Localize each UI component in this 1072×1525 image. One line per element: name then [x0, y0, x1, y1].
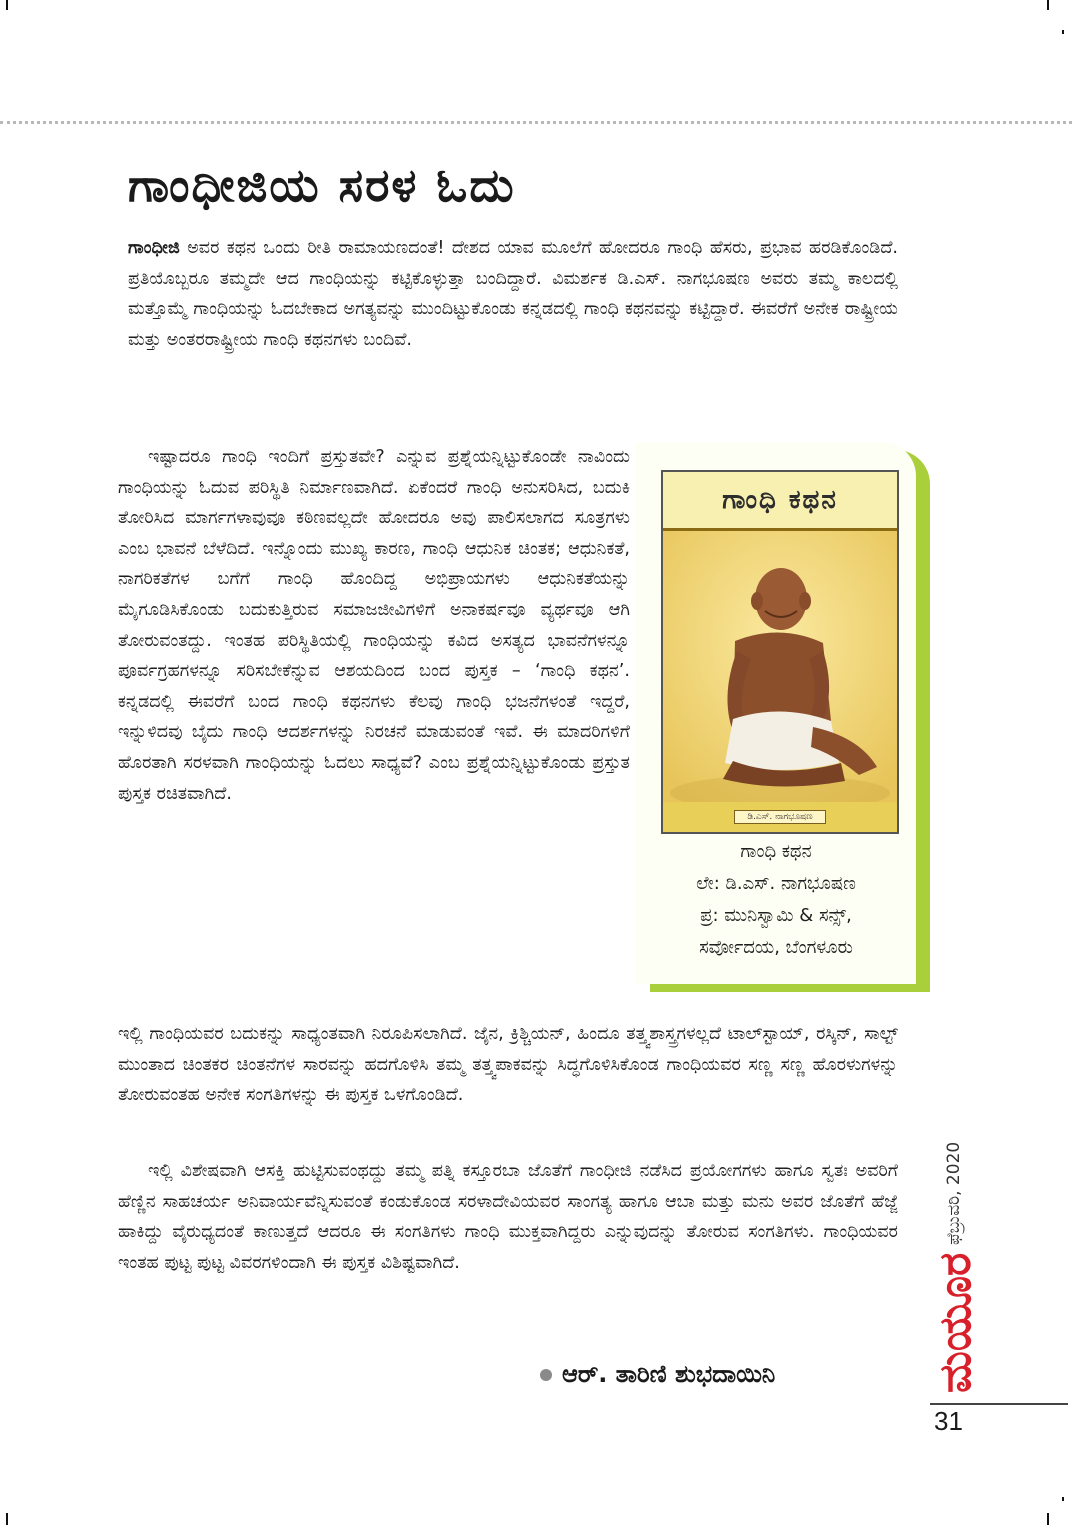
article-paragraph-philosophy: ಇಲ್ಲಿ ಗಾಂಧಿಯವರ ಬದುಕನ್ನು ಸಾಧ್ಯಂತವಾಗಿ ನಿರೂಪಿಸಲಾಗಿದೆ. ಜೈನ, ಕ್ರಿಶ್ಚಿಯನ್, ಹಿಂದೂ ತತ್ತ್ವಶಾಸ್ತ್ರಗಳಲ್ಲದೆ ಟಾಲ್‌ಸ್ಟಾಯ್, ರಸ್ಕಿನ್, ಸಾಲ್ಟ್ ಮುಂತಾದ ಚಿಂತಕರ ಚಿಂತನೆಗಳ ಸಾರವನ್ನು ಹದಗೊಳಿಸಿ ತಮ್ಮ ತತ್ತ್ವಪಾಕವನ್ನು ಸಿದ್ಧಗೊಳಿಸಿಕೊಂಡ ಗಾಂಧಿಯವರ ಸಣ್ಣ ಸಣ್ಣ ಹೊರಳುಗಳನ್ನು ತೋರುವಂತಹ ಅನೇಕ ಸಂಗತಿಗಳನ್ನು ಈ ಪುಸ್ತಕ ಒಳಗೊಂಡಿದೆ. — [118, 1024, 898, 1106]
book-cover-author-band — [663, 802, 897, 832]
book-info-box — [636, 442, 916, 984]
bullet-dot-icon — [540, 1369, 552, 1381]
author-name: ಆರ್. ತಾರಿಣಿ ಶುಭದಾಯಿನಿ — [562, 1360, 776, 1388]
caption-author: ಲೇ: ಡಿ.ಎಸ್. ನಾಗಭೂಷಣ — [696, 873, 856, 894]
crop-mark-bottom-right — [1047, 1513, 1049, 1525]
caption-book-title: ಗಾಂಧಿ ಕಥನ — [740, 841, 812, 862]
header-dotted-rule — [0, 121, 1072, 124]
svg-text:ಮಯೂರ: ಮಯೂರ — [930, 1252, 981, 1393]
crop-mark-bottom-left — [6, 1513, 8, 1525]
article-paragraph-column: ಇಷ್ಟಾದರೂ ಗಾಂಧಿ ಇಂದಿಗೆ ಪ್ರಸ್ತುತವೇ? ಎನ್ನುವ ಪ್ರಶ್ನೆಯನ್ನಿಟ್ಟುಕೊಂಡೇ ನಾವಿಂದು ಗಾಂಧಿಯನ್ನು ಓದುವ ಪರಿಸ್ಥಿತಿ ನಿರ್ಮಾಣವಾಗಿದೆ. ಏಕೆಂದರೆ ಗಾಂಧಿ ಅನುಸರಿಸಿದ, ಬದುಕಿ ತೋರಿಸಿದ ಮಾರ್ಗಗಳಾವುವೂ ಕಠಿಣವಲ್ಲದೇ ಹೋದರೂ ಅವು ಪಾಲಿಸಲಾಗದ ಸೂತ್ರಗಳು ಎಂಬ ಭಾವನೆ ಬೆಳೆದಿದೆ. ಇನ್ನೊಂದು ಮುಖ್ಯ ಕಾರಣ, ಗಾಂಧಿ ಆಧುನಿಕ ಚಿಂತಕ; ಆಧುನಿಕತೆ, ನಾಗರಿಕತೆಗಳ ಬಗೆಗೆ ಗಾಂಧಿ ಹೊಂದಿದ್ದ ಅಭಿಪ್ರಾಯಗಳು ಆಧುನಿಕತೆಯನ್ನು ಮೈಗೂಡಿಸಿಕೊಂಡು ಬದುಕುತ್ತಿರುವ ಸಮಾಜಜೀವಿಗಳಿಗೆ ಅನಾಕರ್ಷವೂ ವ್ಯರ್ಥವೂ ಆಗಿ ತೋರುವಂತದ್ದು. ಇಂತಹ ಪರಿಸ್ಥಿತಿಯಲ್ಲಿ ಗಾಂಧಿಯನ್ನು ಕವಿದ ಅಸತ್ಯದ ಭಾವನೆಗಳನ್ನೂ ಪೂರ್ವಗ್ರಹಗಳನ್ನೂ ಸರಿಸಬೇಕೆನ್ನುವ ಆಶಯದಿಂದ ಬಂದ ಪುಸ್ತಕ – ‘ಗಾಂಧಿ ಕಥನ’. ಕನ್ನಡದಲ್ಲಿ ಈವರೆಗೆ ಬಂದ ಗಾಂಧಿ ಕಥನಗಳು ಕೆಲವು ಗಾಂಧಿ ಭಜನೆಗಳಂತೆ ಇದ್ದರೆ, ಇನ್ನುಳಿದವು ಬೈದು ಗಾಂಧಿ ಆದರ್ಶಗಳನ್ನು ನಿರಚನೆ ಮಾಡುವಂತೆ ಇವೆ. ಈ ಮಾದರಿಗಳಿಗೆ ಹೊರತಾಗಿ ಸರಳವಾಗಿ ಗಾಂಧಿಯನ್ನು ಓದಲು ಸಾಧ್ಯವೆ? ಎಂಬ ಪ್ರಶ್ನೆಯನ್ನಿಟ್ಟುಕೊಂಡು ಪ್ರಸ್ತುತ ಪುಸ್ತಕ ರಚಿತವಾಗಿದೆ. — [118, 447, 630, 804]
author-signature — [540, 1360, 775, 1388]
crop-mark-top-right — [1047, 0, 1049, 10]
paragraph-lead-word: ಗಾಂಧೀಜಿ — [128, 238, 180, 258]
caption-publisher: ಪ್ರ: ಮುನಿಸ್ವಾಮಿ & ಸನ್ಸ್, — [700, 905, 852, 926]
caption-publisher-place: ಸರ್ವೋದಯ, ಬೆಂಗಳೂರು — [699, 937, 853, 958]
article-paragraph-closing: ಇಲ್ಲಿ ವಿಶೇಷವಾಗಿ ಆಸಕ್ತಿ ಹುಟ್ಟಿಸುವಂಥದ್ದು ತಮ್ಮ ಪತ್ನಿ ಕಸ್ತೂರಬಾ ಜೊತೆಗೆ ಗಾಂಧೀಜಿ ನಡೆಸಿದ ಪ್ರಯೋಗಗಳು ಹಾಗೂ ಸ್ವತಃ ಅವರಿಗೆ ಹೆಣ್ಣಿನ ಸಾಹಚರ್ಯ ಅನಿವಾರ್ಯವೆನ್ನಿಸುವಂತೆ ಕಂಡುಕೊಂಡ ಸರಳಾದೇವಿಯವರ ಸಾಂಗತ್ಯ ಹಾಗೂ ಆಬಾ ಮತ್ತು ಮನು ಅವರ ಜೊತೆಗೆ ಹೆಜ್ಜೆ ಹಾಕಿದ್ದು ವೈರುಧ್ಯದಂತೆ ಕಾಣುತ್ತದೆ ಆದರೂ ಈ ಸಂಗತಿಗಳು ಗಾಂಧಿ ಮುಕ್ತವಾಗಿದ್ದರು ಎನ್ನುವುದನ್ನು ತೋರುವ ಸಂಗತಿಗಳು. ಗಾಂಧಿಯವರ ಇಂತಹ ಪುಟ್ಟ ಪುಟ್ಟ ವಿವರಗಳಿಂದಾಗಿ ಈ ಪುಸ್ತಕ ವಿಶಿಷ್ಟವಾಗಿದೆ. — [118, 1161, 898, 1273]
magazine-masthead-logo — [930, 1245, 982, 1395]
book-cover-author: ಡಿ.ಎಸ್. ನಾಗಭೂಷಣ — [734, 810, 825, 824]
crop-mark-tick-upper — [1062, 30, 1064, 34]
crop-mark-tick-lower — [1062, 1497, 1064, 1501]
crop-mark-top-left — [6, 0, 8, 10]
gandhi-portrait-image — [663, 531, 897, 802]
page-number: 31 — [934, 1406, 963, 1436]
book-cover-title: ಗಾಂಧಿ ಕಥನ — [663, 472, 897, 531]
page-number-rule — [930, 1403, 1068, 1405]
article-paragraph-intro — [128, 233, 898, 355]
book-cover-image — [661, 470, 899, 834]
article-title: ಗಾಂಧೀಜಿಯ ಸರಳ ಓದು — [128, 158, 516, 212]
book-caption — [636, 836, 916, 964]
paragraph-text: ಅವರ ಕಥನ ಒಂದು ರೀತಿ ರಾಮಾಯಣದಂತೆ! ದೇಶದ ಯಾವ ಮೂಲೆಗೆ ಹೋದರೂ ಗಾಂಧಿ ಹೆಸರು, ಪ್ರಭಾವ ಹರಡಿಕೊಂಡಿದೆ. ಪ್ರತಿಯೊಬ್ಬರೂ ತಮ್ಮದೇ ಆದ ಗಾಂಧಿಯನ್ನು ಕಟ್ಟಿಕೊಳ್ಳುತ್ತಾ ಬಂದಿದ್ದಾರೆ. ವಿಮರ್ಶಕ ಡಿ.ಎಸ್. ನಾಗಭೂಷಣ ಅವರು ತಮ್ಮ ಕಾಲದಲ್ಲಿ ಮತ್ತೊಮ್ಮೆ ಗಾಂಧಿಯನ್ನು ಓದಬೇಕಾದ ಅಗತ್ಯವನ್ನು ಮುಂದಿಟ್ಟುಕೊಂಡು ಕನ್ನಡದಲ್ಲಿ ಗಾಂಧಿ ಕಥನವನ್ನು ಕಟ್ಟಿದ್ದಾರೆ. ಈವರೆಗೆ ಅನೇಕ ರಾಷ್ಟ್ರೀಯ ಮತ್ತು ಅಂತರರಾಷ್ಟ್ರೀಯ ಗಾಂಧಿ ಕಥನಗಳು ಬಂದಿವೆ. — [128, 238, 898, 350]
issue-date: ಫೆಬ್ರುವರಿ, 2020 — [944, 1141, 964, 1245]
